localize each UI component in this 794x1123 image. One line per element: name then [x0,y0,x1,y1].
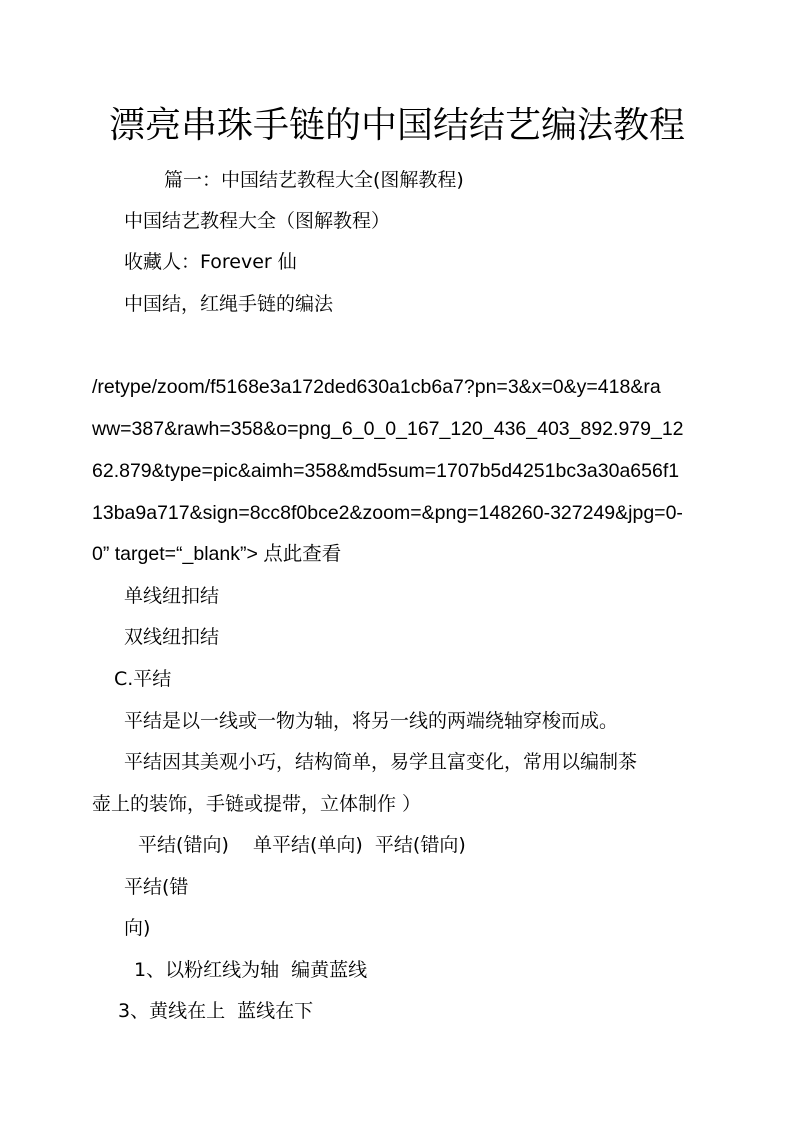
url-line-1: /retype/zoom/f5168e3a172ded630a1cb6a7?pn=3&x=0&y=418&ra [92,376,661,398]
topic-line: 中国结，红绳手链的编法 [124,293,334,315]
subtitle-line: 中国结艺教程大全（图解教程） [124,210,391,232]
url-line-2: ww=387&rawh=358&o=png_6_0_0_167_120_436_403_892.979_12 [92,418,684,440]
list-item-double-button-knot: 双线纽扣结 [124,626,220,648]
url-line-4: 13ba9a717&sign=8cc8f0bce2&zoom=&png=148260-327249&jpg=0- [92,502,683,524]
paragraph-flat-knot-usage-2: 壶上的装饰，手链或提带，立体制作 ） [92,793,422,815]
paragraph-flat-knot-definition: 平结是以一线或一物为轴，将另一线的两端绕轴穿梭而成。 [124,710,619,732]
caption-flat-knot-variants: 平结(错向) 单平结(单向) 平结(错向) [132,834,466,856]
section-heading: 篇一：中国结艺教程大全(图解教程) [164,169,464,191]
caption-flat-knot-part-1: 平结(错 [124,876,189,898]
step-1: 1、以粉红线为轴 编黄蓝线 [134,959,368,981]
list-item-single-button-knot: 单线纽扣结 [124,585,220,607]
paragraph-flat-knot-usage-1: 平结因其美观小巧，结构简单，易学且富变化，常用以编制茶 [124,751,638,773]
url-line-3: 62.879&type=pic&aimh=358&md5sum=1707b5d4251bc3a30a656f1 [92,460,680,482]
collector-line: 收藏人：Forever 仙 [124,251,297,273]
list-item-flat-knot-heading: C.平结 [114,668,172,690]
step-3: 3、黄线在上 蓝线在下 [118,1000,314,1022]
url-line-5: 0” target=“_blank”> 点此查看 [92,543,342,565]
caption-flat-knot-part-2: 向) [124,917,151,939]
document-title: 漂亮串珠手链的中国结结艺编法教程 [108,105,685,146]
